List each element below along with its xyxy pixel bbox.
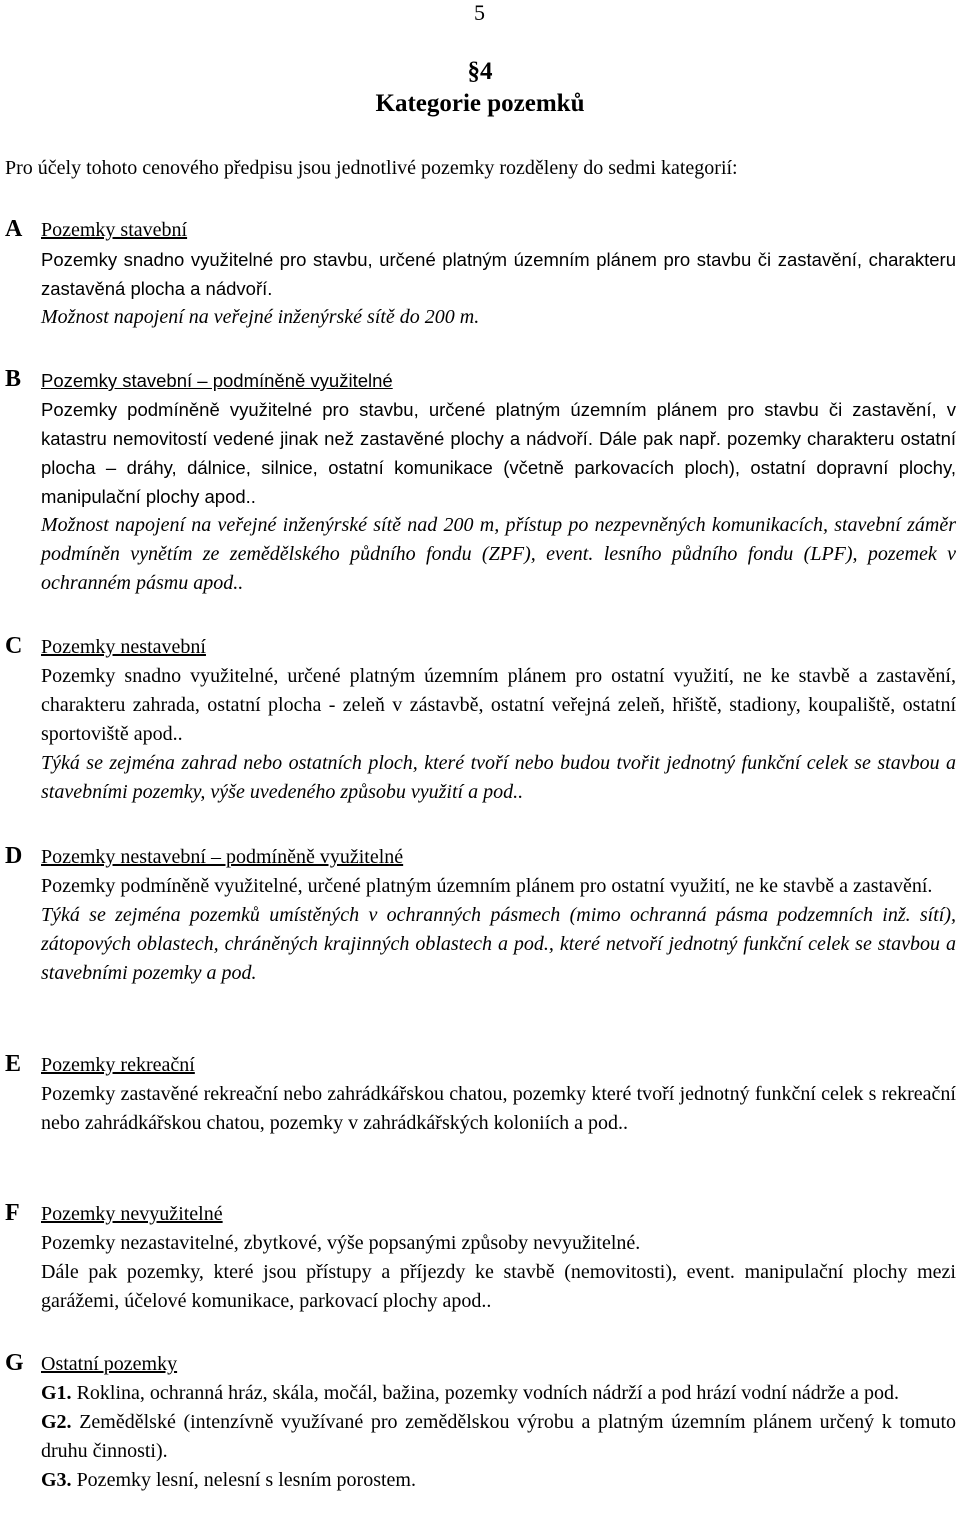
category-title: Pozemky stavební – podmíněně využitelné [41, 370, 393, 391]
subitem-label: G2. [41, 1411, 72, 1433]
category-note: Týká se zejména zahrad nebo ostatních ploch, které tvoří nebo budou tvořit jednotný funkční celek se stavbou a stavebními pozemky, výše uvedeného způsobu využití a pod.. [41, 752, 956, 803]
category-description: Pozemky nezastavitelné, zbytkové, výše popsanými způsoby nevyužitelné. [41, 1232, 641, 1254]
category-letter: B [5, 366, 22, 392]
intro-text: Pro účely tohoto cenového předpisu jsou jednotlivé pozemky rozděleny do sedmi kategorií: [5, 157, 738, 179]
category-d [0, 843, 960, 988]
category-letter: D [5, 843, 23, 869]
category-title: Ostatní pozemky [41, 1353, 178, 1375]
category-description: Pozemky zastavěné rekreační nebo zahrádkářskou chatou, pozemky které tvoří jednotný funkční celek s rekreační nebo zahrádkářskou chatou, pozemky v zahrádkářských koloniích a pod.. [41, 1083, 956, 1134]
subitem-label: G1. [41, 1382, 72, 1404]
section-heading [0, 56, 960, 120]
category-description: Pozemky podmíněně využitelné, určené platným územním plánem pro ostatní využití, ne ke stavbě a zastavění. [41, 875, 933, 897]
category-description: Pozemky podmíněně využitelné pro stavbu, určené platným územním plánem pro stavbu či zastavění, v katastru nemovitostí vedené jinak než zastavěné plochy a nádvoří. Dále pak např. pozemky charakteru ostatní plocha – dráhy, dálnice, silnice, ostatní komunikace (včetně parkovacích ploch), ostatní dopravní plochy, manipulační plochy apod.. [41, 399, 956, 507]
subitem-label: G3. [41, 1469, 72, 1491]
category-c [0, 633, 960, 807]
category-letter: E [5, 1051, 22, 1077]
subitem-g1 [41, 1379, 956, 1408]
category-note: Týká se zejména pozemků umístěných v ochranných pásmech (mimo ochranná pásma podzemních inž. sítí), zátopových oblastech, chráněných krajinných oblastech a pod., které netvoří jednotný funkční celek se stavbou a stavebními pozemky a pod. [41, 904, 956, 984]
category-title: Pozemky stavební [41, 219, 188, 241]
category-title: Pozemky nestavební – podmíněně využitelné [41, 846, 404, 868]
subitem-g2 [41, 1408, 956, 1466]
category-e [0, 1051, 960, 1138]
section-title: Kategorie pozemků [375, 90, 585, 117]
category-g [0, 1350, 960, 1495]
category-description: Pozemky snadno využitelné pro stavbu, určené platným územním plánem pro stavbu či zastavění, charakteru zastavěná plocha a nádvoří. [41, 249, 956, 299]
category-note: Možnost napojení na veřejné inženýrské sítě nad 200 m, přístup po nezpevněných komunikacích, stavební záměr podmíněn vynětím ze zemědělského půdního fondu (ZPF), event. lesního půdního fondu (LPF), pozemek v ochranném pásmu apod.. [41, 514, 956, 594]
category-letter: C [5, 633, 23, 659]
category-description-2: Dále pak pozemky, které jsou přístupy a příjezdy ke stavbě (nemovitosti), event. manipulační plochy mezi garážemi, účelové komunikace, parkovací plochy apod.. [41, 1261, 956, 1312]
category-title: Pozemky nestavební [41, 636, 206, 658]
category-a [0, 216, 960, 332]
category-f [0, 1200, 960, 1316]
category-letter: G [5, 1350, 24, 1376]
category-title: Pozemky rekreační [41, 1054, 195, 1076]
page-number: 5 [474, 0, 485, 25]
section-paragraph: §4 [467, 58, 493, 85]
subitem-text: Pozemky lesní, nelesní s lesním porostem. [76, 1469, 416, 1491]
category-note: Možnost napojení na veřejné inženýrské sítě do 200 m. [41, 306, 480, 328]
category-description: Pozemky snadno využitelné, určené platným územním plánem pro ostatní využití, ne ke stavbě a zastavění, charakteru zahrada, ostatní plocha - zeleň v zástavbě, ostatní veřejná zeleň, hřiště, stadiony, koupaliště, ostatní sportoviště apod.. [41, 665, 956, 745]
subitem-text: Zemědělské (intenzívně využívané pro zemědělskou výrobu a platným územním plánem určený k tomuto druhu činnosti). [41, 1411, 957, 1462]
category-letter: F [5, 1200, 20, 1226]
category-title: Pozemky nevyužitelné [41, 1203, 223, 1225]
subitem-text: Roklina, ochranná hráz, skála, močál, bažina, pozemky vodních nádrží a pod hrází vodní nádrže a pod. [76, 1382, 900, 1404]
category-b [0, 366, 960, 598]
subitem-g3 [41, 1466, 956, 1495]
category-letter: A [5, 216, 23, 242]
